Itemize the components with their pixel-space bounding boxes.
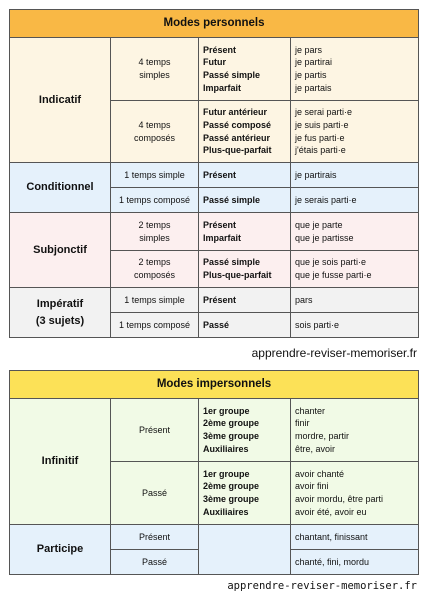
empty-cell — [199, 525, 291, 575]
conjugation-examples: avoir chanté avoir fini avoir mordu, être parti avoir été, avoir eu — [291, 462, 419, 525]
conjugation-examples: je serais parti·e — [291, 188, 419, 213]
conjugation-examples: pars — [291, 288, 419, 313]
mood-conditionnel: Conditionnel — [10, 163, 111, 213]
tense-names: Futur antérieur Passé composé Passé antérieur Plus-que-parfait — [199, 101, 291, 163]
mood-participe: Participe — [10, 525, 111, 575]
conjugation-examples: sois parti·e — [291, 313, 419, 338]
tense-count: 2 temps composés — [111, 251, 199, 288]
personal-modes-title: Modes personnels — [10, 10, 419, 38]
tense-names: Présent Imparfait — [199, 213, 291, 251]
tense-count: 1 temps composé — [111, 313, 199, 338]
conjugation-examples: je serai parti·e je suis parti·e je fus parti·e j'étais parti·e — [291, 101, 419, 163]
tense-label: Passé — [111, 550, 199, 575]
impersonal-modes-title: Modes impersonnels — [10, 371, 419, 399]
conjugation-examples: chanté, fini, mordu — [291, 550, 419, 575]
tense-names: Présent — [199, 163, 291, 188]
mood-imperatif: Impératif (3 sujets) — [10, 288, 111, 338]
tense-count: 1 temps composé — [111, 188, 199, 213]
tense-names: Présent Futur Passé simple Imparfait — [199, 38, 291, 101]
mood-infinitif: Infinitif — [10, 399, 111, 525]
conjugation-examples: je pars je partirai je partis je partais — [291, 38, 419, 101]
tense-label: Présent — [111, 399, 199, 462]
conjugation-examples: chanter finir mordre, partir être, avoir — [291, 399, 419, 462]
tense-count: 1 temps simple — [111, 163, 199, 188]
tense-names: Passé simple Plus-que-parfait — [199, 251, 291, 288]
personal-modes-table — [9, 9, 419, 338]
conjugation-examples: chantant, finissant — [291, 525, 419, 550]
tense-names: Passé simple — [199, 188, 291, 213]
site-credit: apprendre-reviser-memoriser.fr — [251, 346, 417, 360]
site-credit-watermark: apprendre-reviser-memoriser.fr — [227, 580, 417, 592]
verb-groups: 1er groupe 2ème groupe 3ème groupe Auxiliaires — [199, 462, 291, 525]
mood-subjonctif: Subjonctif — [10, 213, 111, 288]
tense-count: 1 temps simple — [111, 288, 199, 313]
tense-count: 2 temps simples — [111, 213, 199, 251]
tense-names: Passé — [199, 313, 291, 338]
impersonal-modes-table — [9, 370, 419, 575]
tense-label: Présent — [111, 525, 199, 550]
conjugation-examples: que je parte que je partisse — [291, 213, 419, 251]
tense-count: 4 temps simples — [111, 38, 199, 101]
tense-names: Présent — [199, 288, 291, 313]
conjugation-examples: que je sois parti·e que je fusse parti·e — [291, 251, 419, 288]
verb-groups: 1er groupe 2ème groupe 3ème groupe Auxiliaires — [199, 399, 291, 462]
mood-indicatif: Indicatif — [10, 38, 111, 163]
tense-count: 4 temps composés — [111, 101, 199, 163]
conjugation-examples: je partirais — [291, 163, 419, 188]
tense-label: Passé — [111, 462, 199, 525]
